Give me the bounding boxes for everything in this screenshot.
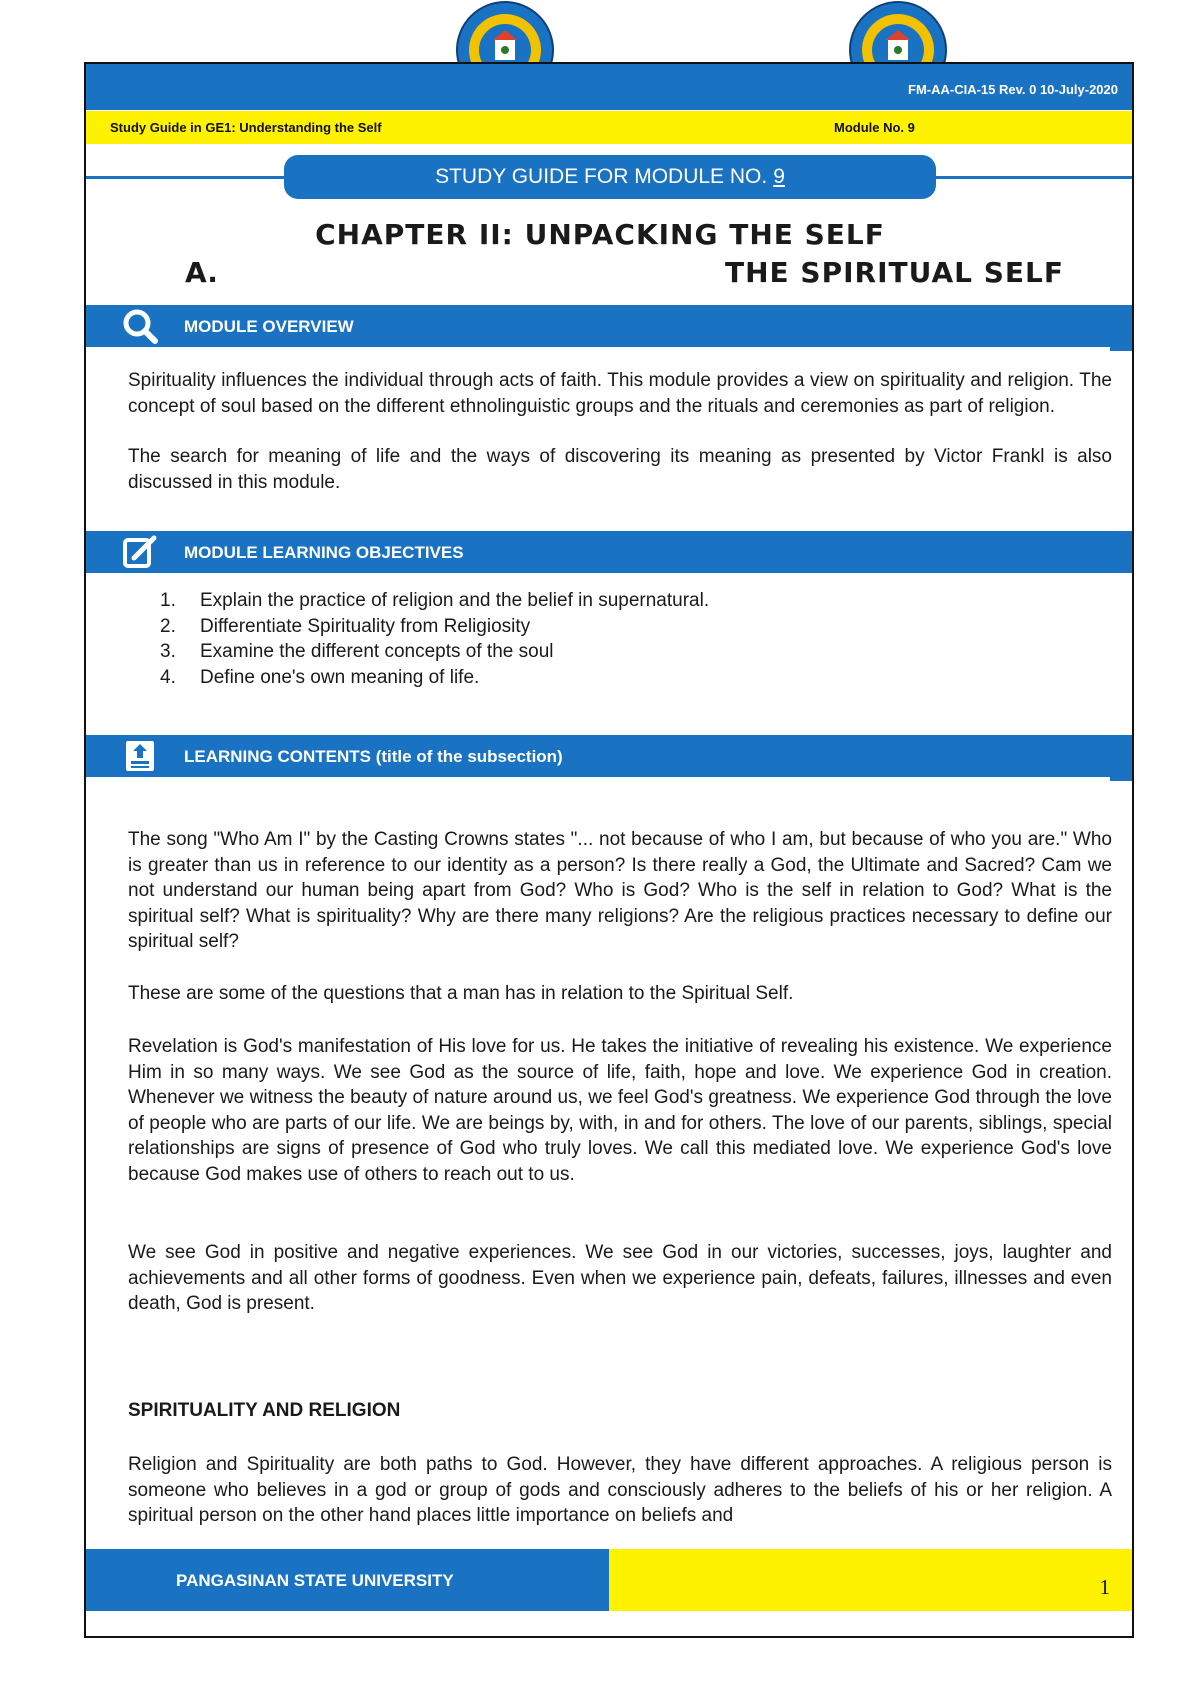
study-guide-label: STUDY GUIDE FOR MODULE NO. bbox=[435, 165, 768, 188]
contents-paragraph-5: Religion and Spirituality are both paths to God. However, they have different approaches. A religious person is someone who believes in a god or group of gods and consciously adheres to the beliefs of his or her religion. A spiritual person on the other hand places little importance on beliefs and bbox=[128, 1454, 1112, 1526]
study-guide-banner bbox=[284, 155, 936, 199]
contents-paragraph-4: We see God in positive and negative experiences. We see God in our victories, successes, joys, laughter and achievements and all other forms of goodness. Even when we experience pain, defeats, failures, illnesses and even death, God is present. bbox=[128, 1242, 1112, 1314]
learning-contents-heading: LEARNING CONTENTS (title of the subsection) bbox=[184, 747, 563, 766]
page-number: 1 bbox=[1099, 1575, 1110, 1599]
section-letter: A. bbox=[185, 256, 218, 289]
divider-right bbox=[932, 176, 1132, 179]
list-item bbox=[160, 665, 709, 691]
contents-paragraph-2: These are some of the questions that a man has in relation to the Spiritual Self. bbox=[128, 983, 794, 1004]
overview-paragraph-2: The search for meaning of life and the ways of discovering its meaning as presented by Victor Frankl is also discussed in this module. bbox=[128, 446, 1112, 493]
chapter-title: CHAPTER II: UNPACKING THE SELF bbox=[315, 218, 885, 251]
list-text: Differentiate Spirituality from Religiosity bbox=[200, 615, 531, 637]
list-number: 1. bbox=[160, 590, 176, 611]
module-overview-heading: MODULE OVERVIEW bbox=[184, 317, 354, 336]
section-divider bbox=[1110, 777, 1132, 781]
learning-objectives-heading: MODULE LEARNING OBJECTIVES bbox=[184, 543, 464, 562]
module-overview-header bbox=[86, 305, 1132, 347]
footer-university-band bbox=[86, 1549, 609, 1611]
divider-left bbox=[86, 176, 286, 179]
contents-paragraph-1: The song "Who Am I" by the Casting Crowns states "... not because of who I am, but because of who you are." Who is greater than us in reference to our identity as a person? Is there really a God, the Ultimate and Sacred? Cam we not understand our human being apart from God? Who is God? Who is the self in relation to God? What is the spiritual self? What is spirituality? Why are there many religions? Are the religious practices necessary to define our spiritual self? bbox=[128, 829, 1112, 952]
section-title: THE SPIRITUAL SELF bbox=[725, 256, 1064, 289]
list-item bbox=[160, 639, 709, 665]
university-name: PANGASINAN STATE UNIVERSITY bbox=[176, 1571, 454, 1590]
list-number: 4. bbox=[160, 666, 176, 688]
header-band bbox=[86, 64, 1132, 110]
form-code: FM-AA-CIA-15 Rev. 0 10-July-2020 bbox=[908, 82, 1118, 97]
section-divider bbox=[1110, 347, 1132, 351]
pencil-edit-icon bbox=[122, 534, 158, 570]
module-number: Module No. 9 bbox=[834, 120, 915, 135]
subsection-heading: SPIRITUALITY AND RELIGION bbox=[128, 1400, 401, 1421]
learning-objectives-header bbox=[86, 531, 1132, 573]
study-guide-number: 9 bbox=[773, 165, 785, 188]
guide-title: Study Guide in GE1: Understanding the Self bbox=[110, 120, 382, 135]
contents-paragraph-3: Revelation is God's manifestation of His love for us. He takes the initiative of revealing his existence. We experience Him in so many ways. We see God as the source of life, faith, hope and love. We experience God in creation. Whenever we witness the beauty of nature around us, we feel God's greatness. We experience God through the love of people who are parts of our life. We are beings by, with, in and for others. The love of our parents, siblings, special relationships are signs of presence of God who truly loves. We call this mediated love. We experience God's love because God makes use of others to reach out to us. bbox=[128, 1036, 1112, 1185]
footer-page-band bbox=[609, 1549, 1132, 1611]
magnifier-icon bbox=[122, 308, 158, 344]
list-number: 3. bbox=[160, 641, 176, 662]
list-number: 2. bbox=[160, 615, 176, 637]
list-item bbox=[160, 588, 709, 614]
learning-contents-header bbox=[86, 735, 1132, 777]
list-text: Explain the practice of religion and the belief in supernatural. bbox=[200, 590, 710, 611]
header-info-band bbox=[86, 111, 1132, 144]
list-text: Define one's own meaning of life. bbox=[200, 666, 480, 688]
objectives-list bbox=[160, 588, 709, 690]
list-item bbox=[160, 614, 709, 640]
list-text: Examine the different concepts of the soul bbox=[200, 641, 554, 662]
document-icon bbox=[122, 738, 158, 774]
overview-paragraph-1: Spirituality influences the individual through acts of faith. This module provides a view on spirituality and religion. The concept of soul based on the different ethnolinguistic groups and the rituals and ceremonies as part of religion. bbox=[128, 370, 1112, 417]
